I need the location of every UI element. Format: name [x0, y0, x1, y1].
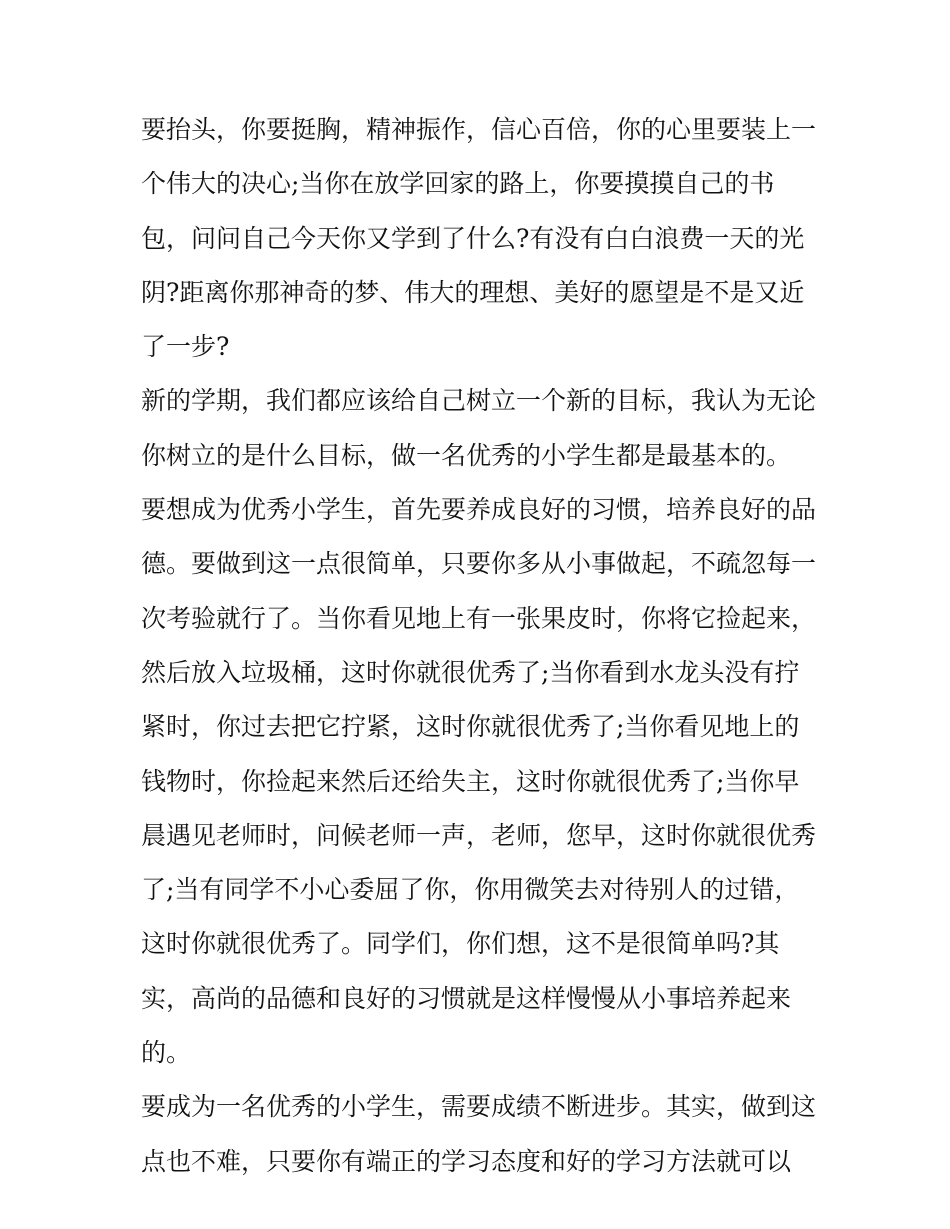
- text-line: 紧时，你过去把它拧紧，这时你就很优秀了;当你看见地上的: [141, 712, 800, 742]
- text-line: 晨遇见老师时，问候老师一声，老师，您早，这时你就很优秀: [141, 820, 817, 850]
- text-line: 新的学期，我们都应该给自己树立一个新的目标，我认为无论: [141, 386, 817, 416]
- text-line: 要想成为优秀小学生，首先要养成良好的习惯，培养良好的品: [141, 495, 817, 525]
- text-line: 次考验就行了。当你看见地上有一张果皮时，你将它捡起来，: [141, 603, 817, 633]
- text-line: 德。要做到这一点很简单，只要你多从小事做起，不疏忽每一: [141, 549, 817, 579]
- document-body: [141, 103, 821, 1189]
- text-line: 你树立的是什么目标，做一名优秀的小学生都是最基本的。: [141, 440, 792, 470]
- text-line: 个伟大的决心;当你在放学回家的路上，你要摸摸自己的书: [141, 169, 775, 199]
- text-line: 阴?距离你那神奇的梦、伟大的理想、美好的愿望是不是又近: [141, 277, 805, 307]
- text-line: 包，问问自己今天你又学到了什么?有没有白白浪费一天的光: [141, 223, 805, 253]
- text-line: 点也不难，只要你有端正的学习态度和好的学习方法就可以: [141, 1146, 792, 1176]
- text-line: 然后放入垃圾桶，这时你就很优秀了;当你看到水龙头没有拧: [141, 657, 800, 687]
- paragraph: [141, 374, 821, 483]
- text-line: 钱物时，你捡起来然后还给失主，这时你就很优秀了;当你早: [141, 766, 800, 796]
- text-line: 要成为一名优秀的小学生，需要成绩不断进步。其实，做到这: [141, 1092, 817, 1122]
- paragraph: [141, 103, 821, 374]
- text-line: 这时你就很优秀了。同学们，你们想，这不是很简单吗?其: [141, 929, 780, 959]
- text-line: 了一步?: [141, 332, 230, 362]
- text-line: 的。: [141, 1038, 192, 1068]
- paragraph: [141, 1080, 821, 1189]
- text-line: 要抬头，你要挺胸，精神振作，信心百倍，你的心里要装上一: [141, 115, 817, 144]
- paragraph: [141, 483, 821, 1080]
- text-line: 实，高尚的品德和良好的习惯就是这样慢慢从小事培养起来: [141, 983, 792, 1013]
- text-line: 了;当有同学不小心委屈了你，你用微笑去对待别人的过错，: [141, 875, 800, 905]
